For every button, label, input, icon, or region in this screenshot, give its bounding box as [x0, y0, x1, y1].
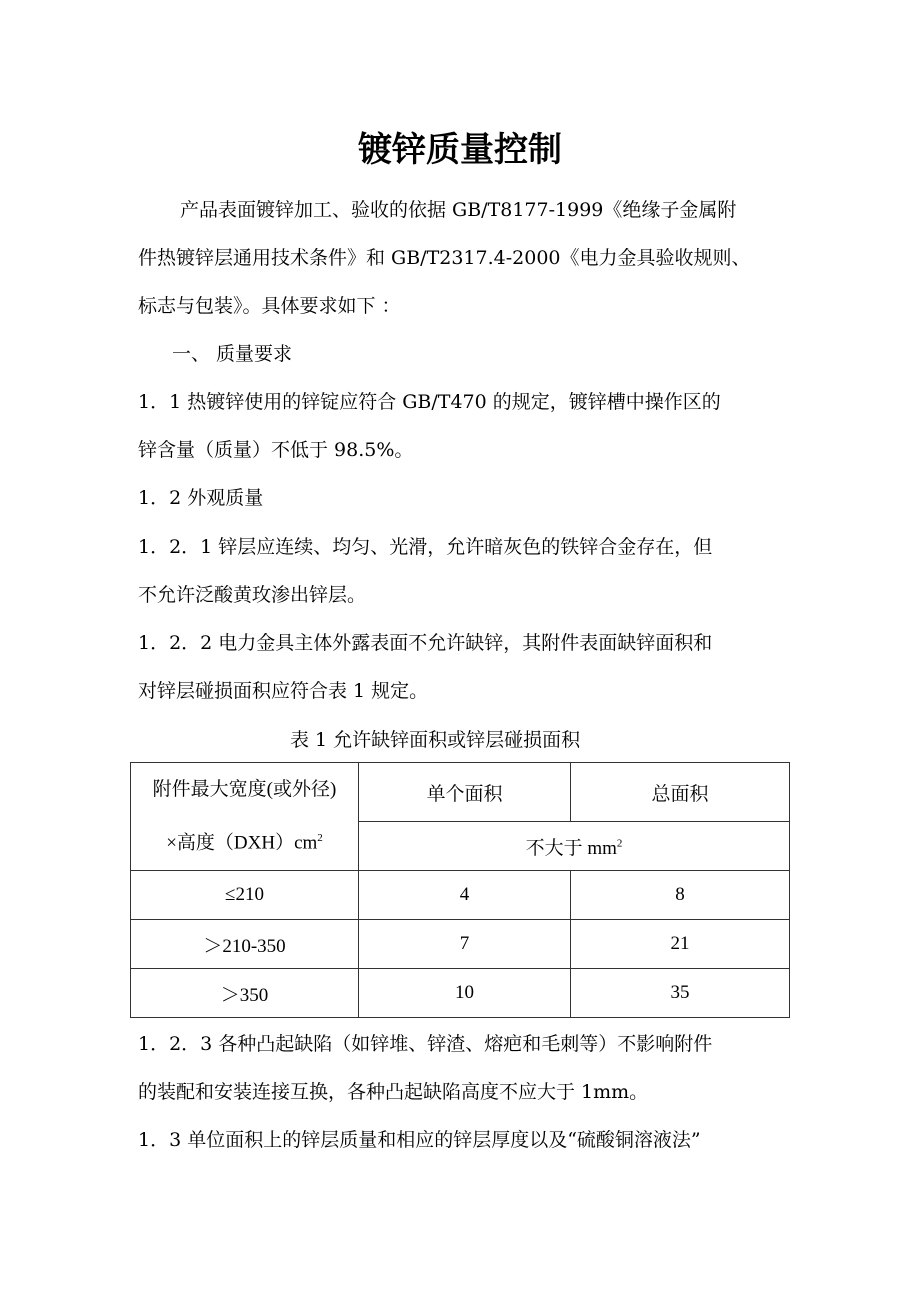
- table-cell: ＞210-350: [131, 920, 359, 969]
- paragraph-line: 对锌层碰损面积应符合表 1 规定。: [138, 680, 429, 702]
- table-cell: 8: [571, 871, 790, 920]
- header-cell-total: 总面积: [571, 763, 790, 822]
- table-row: [131, 871, 790, 920]
- paragraph-line: 1．2．3 各种凸起缺陷（如锌堆、锌渣、熔疤和毛刺等）不影响附件: [138, 1033, 713, 1055]
- header-text: 附件最大宽度(或外径): [152, 778, 337, 800]
- table-header-row: [131, 763, 790, 822]
- paragraph-line: 不允许泛酸黄玫渗出锌层。: [138, 584, 367, 606]
- table-cell: 10: [359, 969, 571, 1018]
- header-text-main: ×高度（DXH）cm: [166, 832, 318, 854]
- paragraph-line: 的装配和安装连接互换，各种凸起缺陷高度不应大于 1mm。: [138, 1081, 649, 1103]
- paragraph-line: 锌含量（质量）不低于 98.5%。: [138, 439, 414, 461]
- unit-cell: [359, 822, 790, 871]
- paragraph-line: 产品表面镀锌加工、验收的依据 GB/T8177-1999《绝缘子金属附: [180, 199, 737, 221]
- table-cell: 21: [571, 920, 790, 969]
- superscript: 2: [616, 837, 623, 850]
- paragraph-line: 1．2．2 电力金具主体外露表面不允许缺锌，其附件表面缺锌面积和: [138, 632, 713, 654]
- paragraph-line: 件热镀锌层通用技术条件》和 GB/T2317.4-2000《电力金具验收规则、: [138, 247, 751, 269]
- paragraph-line: 标志与包装》。具体要求如下 ：: [138, 295, 401, 317]
- header-cell-size: [131, 763, 359, 871]
- paragraph-line: 1．2 外观质量: [138, 487, 264, 509]
- paragraph-line: 1．1 热镀锌使用的锌锭应符合 GB/T470 的规定，镀锌槽中操作区的: [138, 391, 721, 413]
- paragraph-line: 1．3 单位面积上的锌层质量和相应的锌层厚度以及“硫酸铜溶液法”: [138, 1129, 701, 1151]
- table-cell: ≤210: [131, 871, 359, 920]
- table-cell: 4: [359, 871, 571, 920]
- table-cell: ＞350: [131, 969, 359, 1018]
- table-caption: 表 1 允许缺锌面积或锌层碰损面积: [290, 729, 581, 751]
- header-text: [131, 814, 358, 867]
- table-cell: 35: [571, 969, 790, 1018]
- table-cell: 7: [359, 920, 571, 969]
- superscript: 2: [317, 831, 323, 844]
- defect-area-table: [130, 762, 790, 1018]
- paragraph-line: 1．2．1 锌层应连续、均匀、光滑，允许暗灰色的铁锌合金存在，但: [138, 536, 713, 558]
- unit-text: 不大于 mm: [525, 837, 617, 859]
- document-title: 镀锌质量控制: [358, 130, 562, 170]
- table-row: [131, 969, 790, 1018]
- header-cell-single: 单个面积: [359, 763, 571, 822]
- table-row: [131, 920, 790, 969]
- section-heading: 一、 质量要求: [172, 343, 293, 365]
